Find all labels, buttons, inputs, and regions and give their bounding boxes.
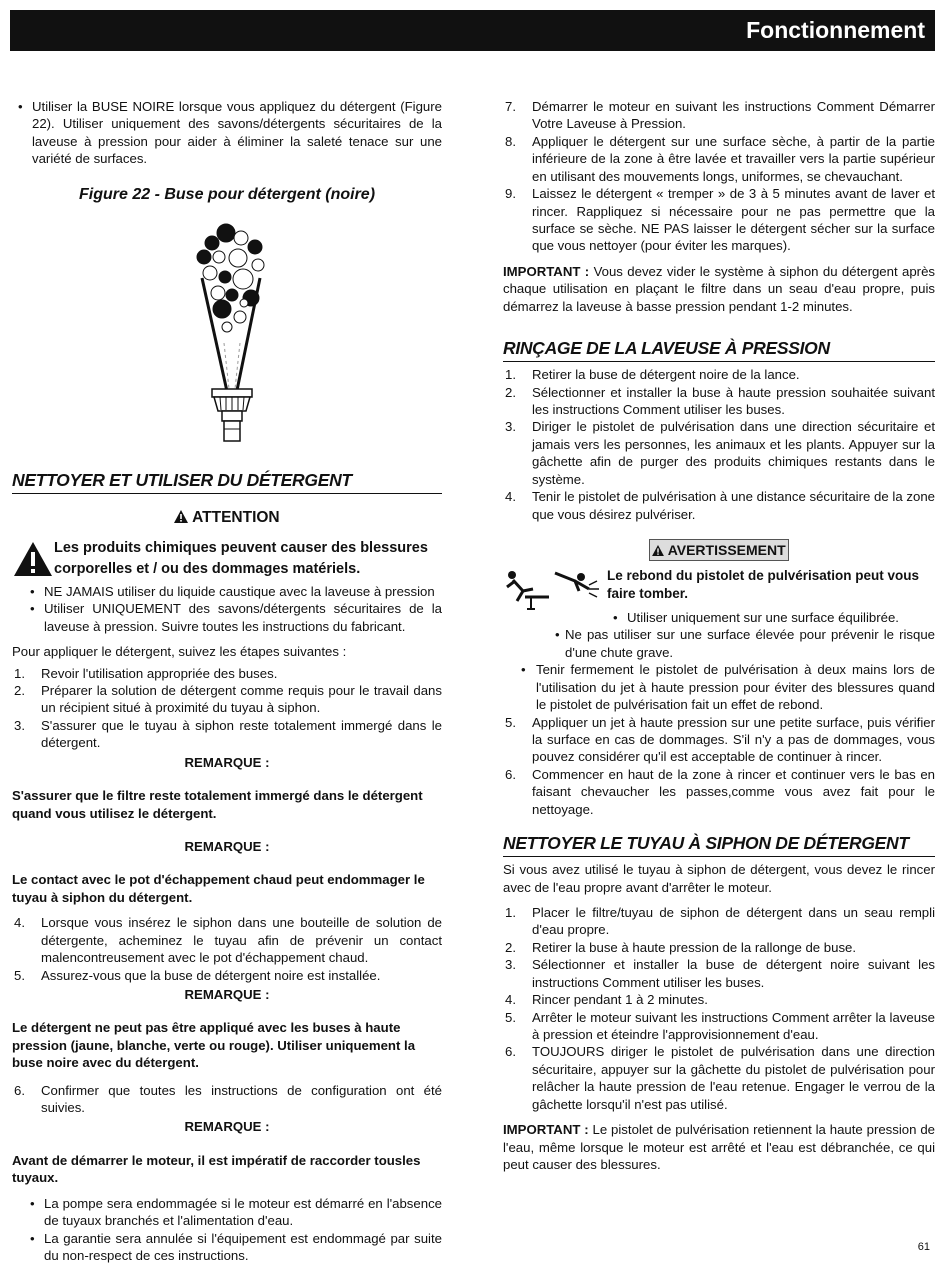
steps-list	[12, 1082, 442, 1117]
section-title: NETTOYER ET UTILISER DU DÉTERGENT	[12, 469, 442, 494]
steps-list	[503, 98, 935, 255]
nozzle-figure	[12, 213, 442, 449]
left-column	[12, 98, 442, 1264]
steps-list	[503, 714, 935, 819]
warning-triangle-icon	[14, 542, 52, 576]
note-text: Le détergent ne peut pas être appliqué avec les buses à haute pression (jaune, blanche, verte ou rouge). Utiliser uniquement la buse noire avec du détergent.	[12, 1020, 416, 1071]
section-intro: Si vous avez utilisé le tuyau à siphon de détergent, vous devez le rincer avec de l'eau propre avant d'arrêter le moteur.	[503, 862, 935, 895]
list-item: 1. Placer le filtre/tuyau de siphon de détergent dans un seau rempli d'eau propre.	[505, 905, 935, 938]
steps-list	[12, 914, 442, 984]
warning-text: Le rebond du pistolet de pulvérisation peut vous faire tomber.	[607, 568, 920, 602]
list-item: • Ne pas utiliser sur une surface élevée pour prévenir le risque d'une chute grave.	[555, 627, 935, 660]
note-label: REMARQUE :	[184, 754, 270, 770]
note-text: S'assurer que le filtre reste totalement immergé dans le détergent quand vous utilisez le détergent.	[12, 788, 423, 821]
steps-list	[503, 366, 935, 523]
detergent-nozzle-illustration	[12, 213, 442, 449]
list-item: 4. Tenir le pistolet de pulvérisation à une distance sécuritaire de la zone que vous désirez pulvériser.	[505, 489, 935, 522]
note-text: Avant de démarrer le moteur, il est impératif de raccorder tousles tuyaux.	[12, 1152, 421, 1186]
fall-hazard-icon	[503, 567, 603, 611]
section-title: NETTOYER LE TUYAU À SIPHON DE DÉTERGENT	[503, 832, 935, 857]
figure-title: Figure 22 - Buse pour détergent (noire)	[78, 185, 376, 203]
list-item: • Utiliser la BUSE NOIRE lorsque vous appliquez du détergent (Figure 22). Utiliser uniquement des savons/détergents sécuritaires de la laveuse à pression pour aider à éliminer la saleté tenace sur une variété de surfaces.	[18, 99, 442, 167]
steps-list	[503, 904, 935, 1113]
list-item: • La garantie sera annulée si l'équipement est endommagé par suite du non-respect de ces instructions.	[30, 1230, 442, 1264]
note-label: REMARQUE :	[184, 839, 270, 854]
list-item: 1. Retirer la buse de détergent noire de la lance.	[505, 367, 800, 383]
steps-intro: Pour appliquer le détergent, suivez les étapes suivantes :	[12, 644, 347, 660]
important-note: IMPORTANT : Vous devez vider le système à siphon du détergent après chaque utilisation en plaçant le filtre dans un seau d'eau propre, puis démarrez la laveuse à basse pression pendant 1-2 minutes.	[503, 263, 936, 314]
page-number: 61	[917, 1241, 930, 1253]
list-item: • La pompe sera endommagée si le moteur est démarré en l'absence de tuyaux branchés et l'alimentation d'eau.	[30, 1195, 442, 1229]
list-item: 5. Arrêter le moteur suivant les instructions Comment arrêter la laveuse à pression et éteindre l'approvisionnement d'eau.	[505, 1009, 935, 1042]
list-item: 8. Appliquer le détergent sur une surface sèche, à partir de la partie inférieure de la zone à être lavée et travailler vers la partie supérieur en utilisant des mouvements longs, uniformes, se chevauchant.	[505, 133, 935, 184]
list-item: 6. Confirmer que toutes les instructions de configuration ont été suivies.	[14, 1082, 442, 1116]
hazard-statement: Les produits chimiques peuvent causer des blessures corporelles et / ou des dommages matériels.	[12, 538, 442, 579]
list-item: 2. Sélectionner et installer la buse à haute pression souhaitée suivant les instructions Comment utiliser les buses.	[505, 384, 935, 417]
steps-list	[12, 665, 442, 752]
avertissement-badge: AVERTISSEMENT	[649, 539, 789, 561]
list-item: 6. Commencer en haut de la zone à rincer et continuer vers le bas en faisant chevaucher les passes,comme vous avez fait pour le nettoyage.	[505, 766, 935, 817]
list-item: • NE JAMAIS utiliser du liquide caustique avec la laveuse à pression	[30, 583, 435, 599]
important-note: IMPORTANT : Le pistolet de pulvérisation retiennent la haute pression de l'eau, même lorsque le moteur est arrêté et l'eau est débranchée, ce qui peut causer des blessures.	[503, 1122, 935, 1172]
list-item: 7. Démarrer le moteur en suivant les instructions Comment Démarrer Votre Laveuse à Pression.	[505, 99, 935, 132]
header-bar	[10, 10, 935, 51]
list-item: 6. TOUJOURS diriger le pistolet de pulvérisation dans une direction sécuritaire, appuyer sur la gâchette du pistolet de pulvérisation pour relâcher la haute pression de l'eau retenue. Engager le verrou de la gâchette lorsqu'il n'est pas utilisé.	[505, 1044, 935, 1112]
list-item: 5. Assurez-vous que la buse de détergent noire est installée.	[14, 967, 381, 983]
list-item: 5. Appliquer un jet à haute pression sur une petite surface, puis vérifier la surface en cas de dommages. S'il n'y a pas de dommages, vous pouvez considérer qu'il est acceptable de continuer à rincer.	[505, 714, 935, 765]
list-item: • Utiliser UNIQUEMENT des savons/détergents sécuritaires de la laveuse à pression. Suivre toutes les instructions du fabricant.	[30, 601, 442, 634]
list-item: 1. Revoir l'utilisation appropriée des buses.	[14, 665, 278, 681]
note-text: Le contact avec le pot d'échappement chaud peut endommager le tuyau à siphon du détergent.	[12, 872, 425, 905]
attention-heading: ATTENTION	[12, 508, 442, 528]
list-item: 2. Préparer la solution de détergent comme requis pour le travail dans un récipient situé à proximité du tuyau à siphon.	[14, 683, 442, 716]
note-label: REMARQUE :	[184, 1119, 270, 1135]
warning-block	[503, 567, 935, 626]
list-item: 3. Sélectionner et installer la buse de détergent noire suivant les instructions Comment utiliser les buses.	[505, 957, 935, 990]
section-title: RINÇAGE DE LA LAVEUSE À PRESSION	[503, 337, 935, 362]
list-item: 4. Rincer pendant 1 à 2 minutes.	[505, 992, 708, 1008]
page-title: Fonctionnement	[746, 17, 925, 43]
right-column	[503, 98, 935, 1173]
list-item: 2. Retirer la buse à haute pression de la rallonge de buse.	[505, 939, 857, 955]
list-item: • Utiliser uniquement sur une surface équilibrée.	[613, 610, 899, 626]
list-item: 3. S'assurer que le tuyau à siphon reste totalement immergé dans le détergent.	[14, 717, 442, 751]
warning-triangle-icon	[652, 545, 664, 556]
list-item: • Tenir fermement le pistolet de pulvérisation à deux mains lors de l'utilisation du jet à haute pression pour éviter des blessures quand le pistolet de pulvérisation fait un effet de rebond.	[521, 662, 935, 713]
list-item: 4. Lorsque vous insérez le siphon dans une bouteille de solution de détergente, acheminez le tuyau afin de prévenir un contact malencontreusement avec le pot d'échappement chaud.	[14, 915, 442, 966]
list-item: 9. Laissez le détergent « tremper » de 3 à 5 minutes avant de laver et rincer. Rappliquez si nécessaire pour ne pas permettre que la surface se sèche. NE PAS laisser le détergent sécher sur la surface que vous nettoyer (pour éviter les marques).	[505, 186, 935, 254]
note-label: REMARQUE :	[184, 986, 270, 1002]
list-item: 3. Diriger le pistolet de pulvérisation dans une direction sécuritaire et jamais vers les personnes, les animaux et les plants. Appuyer sur la gâchette afin de purger des produits chimiques restants dans le système.	[505, 419, 935, 487]
warning-triangle-icon	[174, 510, 188, 523]
